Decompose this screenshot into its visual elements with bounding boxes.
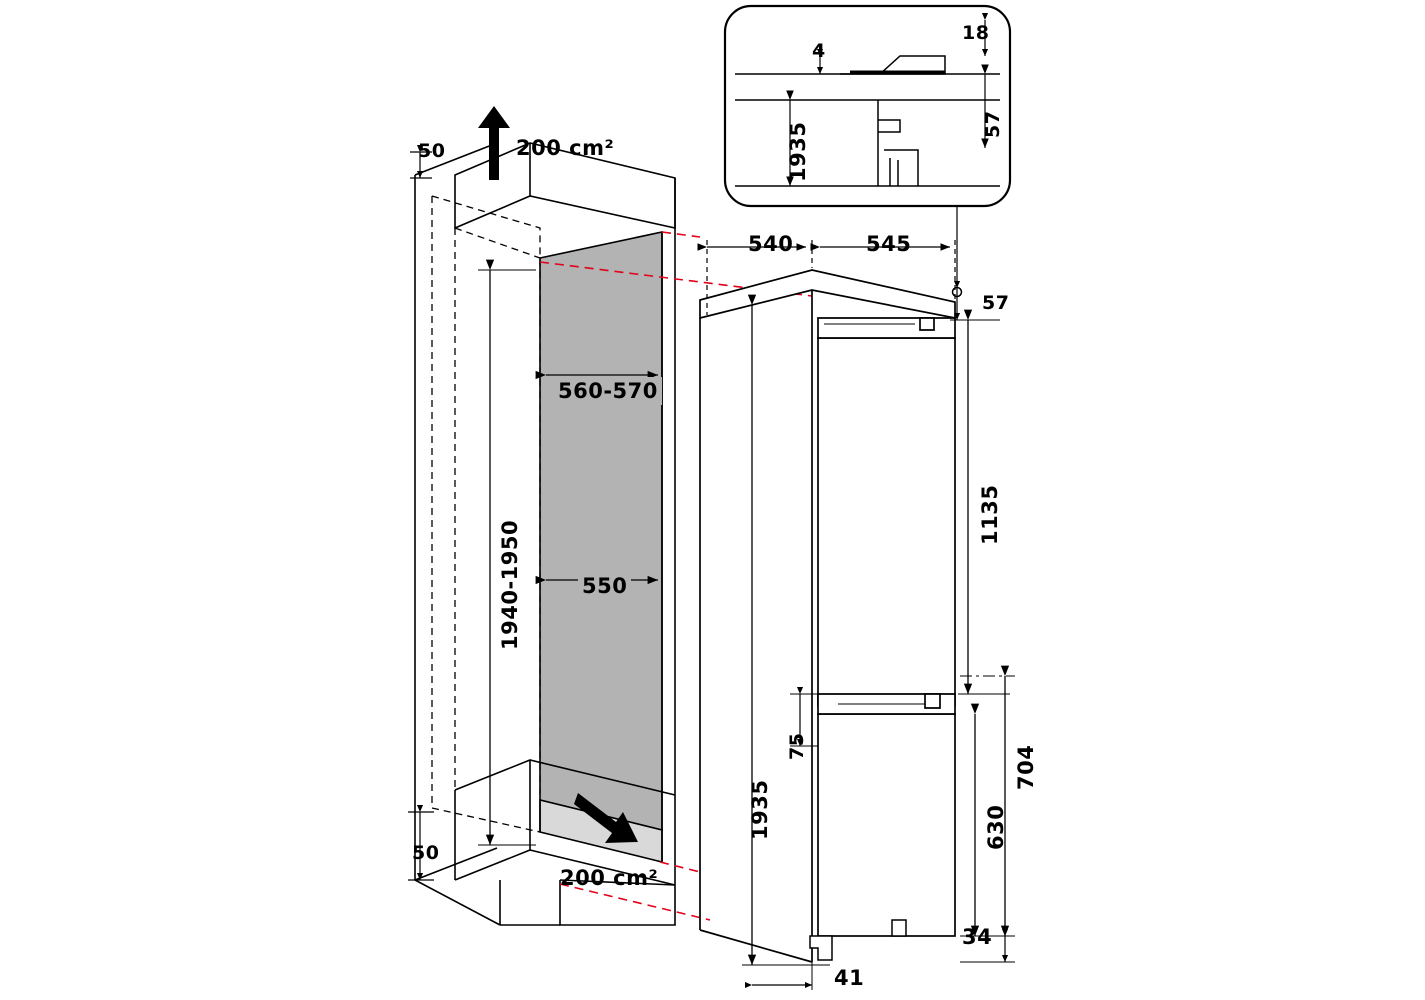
label-appliance-depth: 540 [748,232,794,256]
label-niche-depth: 550 [578,572,631,600]
freezer-door [818,694,955,936]
label-niche-bottom-gap: 50 [412,842,440,864]
dim-41 [752,962,812,990]
label-niche-top-gap: 50 [418,140,446,162]
label-detail-inner: 57 [982,110,1004,138]
label-freezer-section-height: 704 [1014,744,1038,790]
label-foot-depth: 41 [834,966,865,990]
label-detail-height: 1935 [786,121,810,182]
fridge-door [818,318,955,706]
label-detail-gap: 4 [812,40,826,62]
label-niche-height: 1940-1950 [498,519,522,650]
niche-cabinet [415,130,675,925]
label-appliance-height: 1935 [748,779,772,840]
dim-1935 [742,305,830,965]
label-door-gap: 75 [786,732,808,760]
label-fridge-door-height: 1135 [978,484,1002,545]
label-appliance-width: 545 [866,232,912,256]
label-hinge-offset: 57 [982,292,1010,314]
label-vent-top: 200 cm² [516,136,615,160]
label-vent-bottom: 200 cm² [560,866,659,890]
label-niche-width: 560-570 [554,377,662,405]
label-detail-top: 18 [962,22,990,44]
label-plinth-height: 34 [962,925,993,949]
label-freezer-door-height: 630 [984,804,1008,850]
